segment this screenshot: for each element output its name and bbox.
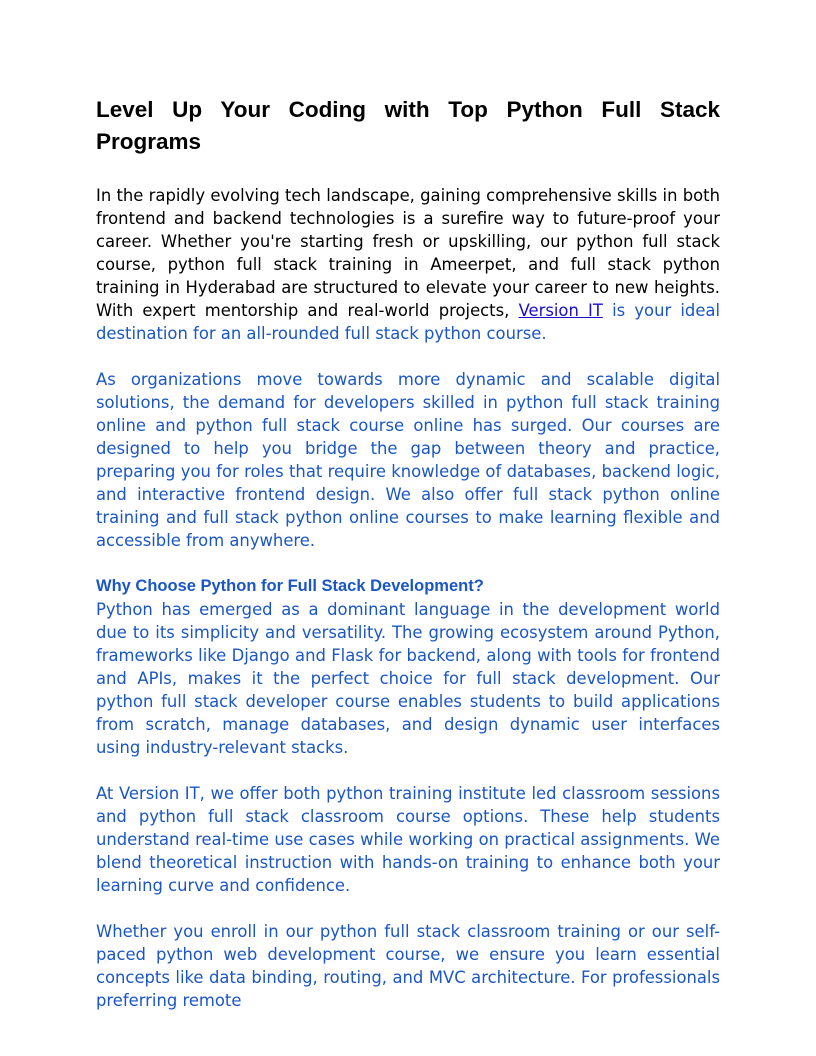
document-page <box>96 94 720 1012</box>
intro-text-continued: is your ideal destination for an all-rounded full stack python course. <box>96 301 721 343</box>
paragraph-demand: As organizations move towards more dynamic and scalable digital solutions, the demand for developers skilled in python full stack training online and python full stack course online has surged. Our courses are designed to help you bridge the gap between theory and practice, preparing you for roles that require knowledge of databases, backend logic, and interactive frontend design. We also offer full stack python online training and full stack python online courses to make learning flexible and accessible from anywhere. <box>96 370 720 550</box>
intro-text: In the rapidly evolving tech landscape, gaining comprehensive skills in both frontend and backend technologies is a surefire way to future-proof your career. Whether you're starting fresh or upskilling, our python full stack course, python full stack training in Ameerpet, and full stack python training in Hyderabad are structured to elevate your career to new heights. With expert mentorship and real-world projects, <box>96 186 720 320</box>
section-heading-why-python: Why Choose Python for Full Stack Development? <box>96 577 484 595</box>
document-title: Level Up Your Coding with Top Python Full Stack Programs <box>96 97 720 154</box>
paragraph-enroll: Whether you enroll in our python full stack classroom training or our self-paced python web development course, we ensure you learn essential concepts like data binding, routing, and MVC architecture. For professionals preferring remote <box>96 922 720 1010</box>
paragraph-classroom: At Version IT, we offer both python training institute led classroom sessions and python full stack classroom course options. These help students understand real-time use cases while working on practical assignments. We blend theoretical instruction with hands-on training to enhance both your learning curve and confidence. <box>96 784 720 895</box>
intro-paragraph <box>96 184 720 345</box>
version-it-link[interactable]: Version IT <box>518 301 603 320</box>
paragraph-why-python: Python has emerged as a dominant language in the development world due to its simplicity and versatility. The growing ecosystem around Python, frameworks like Django and Flask for backend, along with tools for frontend and APIs, makes it the perfect choice for full stack development. Our python full stack developer course enables students to build applications from scratch, manage databases, and design dynamic user interfaces using industry-relevant stacks. <box>96 600 720 757</box>
